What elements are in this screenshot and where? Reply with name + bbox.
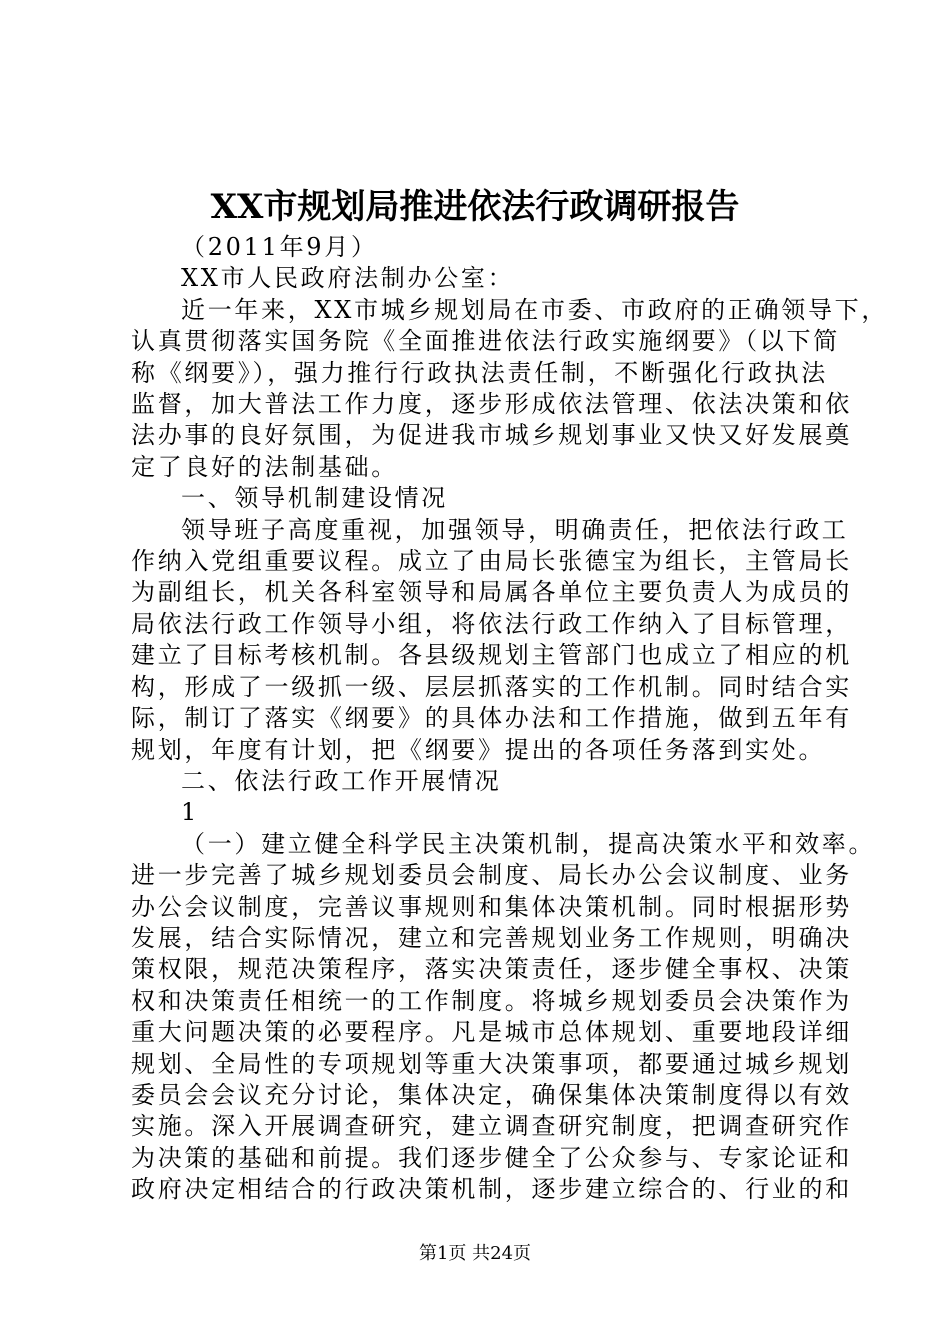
text-line: 局依法行政工作领导小组，将依法行政工作纳入了目标管理，	[131, 609, 852, 638]
text-line: 际，制订了落实《纲要》的具体办法和工作措施，做到五年有	[131, 704, 852, 733]
text-line: 规划，年度有计划，把《纲要》提出的各项任务落到实处。	[131, 735, 826, 764]
text-line: 策权限，规范决策程序，落实决策责任，逐步健全事权、决策	[131, 955, 852, 984]
text-line: 政府决定相结合的行政决策机制，逐步建立综合的、行业的和	[131, 1175, 852, 1204]
text-line: 领导班子高度重视，加强领导，明确责任，把依法行政工	[181, 515, 849, 544]
text-line: 作纳入党组重要议程。成立了由局长张德宝为组长，主管局长	[131, 547, 852, 576]
text-line: 为决策的基础和前提。我们逐步健全了公众参与、专家论证和	[131, 1143, 852, 1172]
text-line: 权和决策责任相统一的工作制度。将城乡规划委员会决策作为	[131, 986, 852, 1015]
text-line: 一、领导机制建设情况	[181, 484, 448, 513]
text-line: （2011年9月）	[181, 233, 378, 261]
page-footer: 第1页 共24页	[418, 1243, 532, 1264]
text-line: 法办事的良好氛围，为促进我市城乡规划事业又快又好发展奠	[131, 421, 852, 450]
text-line: XX市人民政府法制办公室：	[181, 264, 515, 293]
text-line: 发展，结合实际情况，建立和完善规划业务工作规则，明确决	[131, 923, 852, 952]
text-line: 认真贯彻落实国务院《全面推进依法行政实施纲要》（以下简	[131, 327, 840, 356]
text-line: 称《纲要》），强力推行行政执法责任制，不断强化行政执法	[131, 358, 828, 387]
text-line: 二、依法行政工作开展情况	[181, 766, 502, 795]
document-body	[131, 232, 889, 1206]
text-line: 重大问题决策的必要程序。凡是城市总体规划、重要地段详细	[131, 1018, 852, 1047]
text-line: 1	[181, 798, 199, 827]
text-line: 实施。深入开展调查研究，建立调查研究制度，把调查研究作	[131, 1112, 852, 1141]
text-line: 近一年来，XX市城乡规划局在市委、市政府的正确领导下，	[181, 295, 889, 324]
text-line: 进一步完善了城乡规划委员会制度、局长办公会议制度、业务	[131, 861, 852, 890]
text-line: 委员会会议充分讨论，集体决定，确保集体决策制度得以有效	[131, 1080, 852, 1109]
text-line: （一）建立健全科学民主决策机制，提高决策水平和效率。	[181, 829, 876, 858]
text-line: 定了良好的法制基础。	[131, 452, 398, 481]
text-line: 建立了目标考核机制。各县级规划主管部门也成立了相应的机	[131, 641, 852, 670]
text-line: 为副组长，机关各科室领导和局属各单位主要负责人为成员的	[131, 578, 852, 607]
text-line: 构，形成了一级抓一级、层层抓落实的工作机制。同时结合实	[131, 672, 852, 701]
text-line: 规划、全局性的专项规划等重大决策事项，都要通过城乡规划	[131, 1049, 852, 1078]
text-line: 监督，加大普法工作力度，逐步形成依法管理、依法决策和依	[131, 390, 852, 419]
text-line: 办公会议制度，完善议事规则和集体决策机制。同时根据形势	[131, 892, 852, 921]
document-title: XX市规划局推进依法行政调研报告	[210, 187, 740, 227]
